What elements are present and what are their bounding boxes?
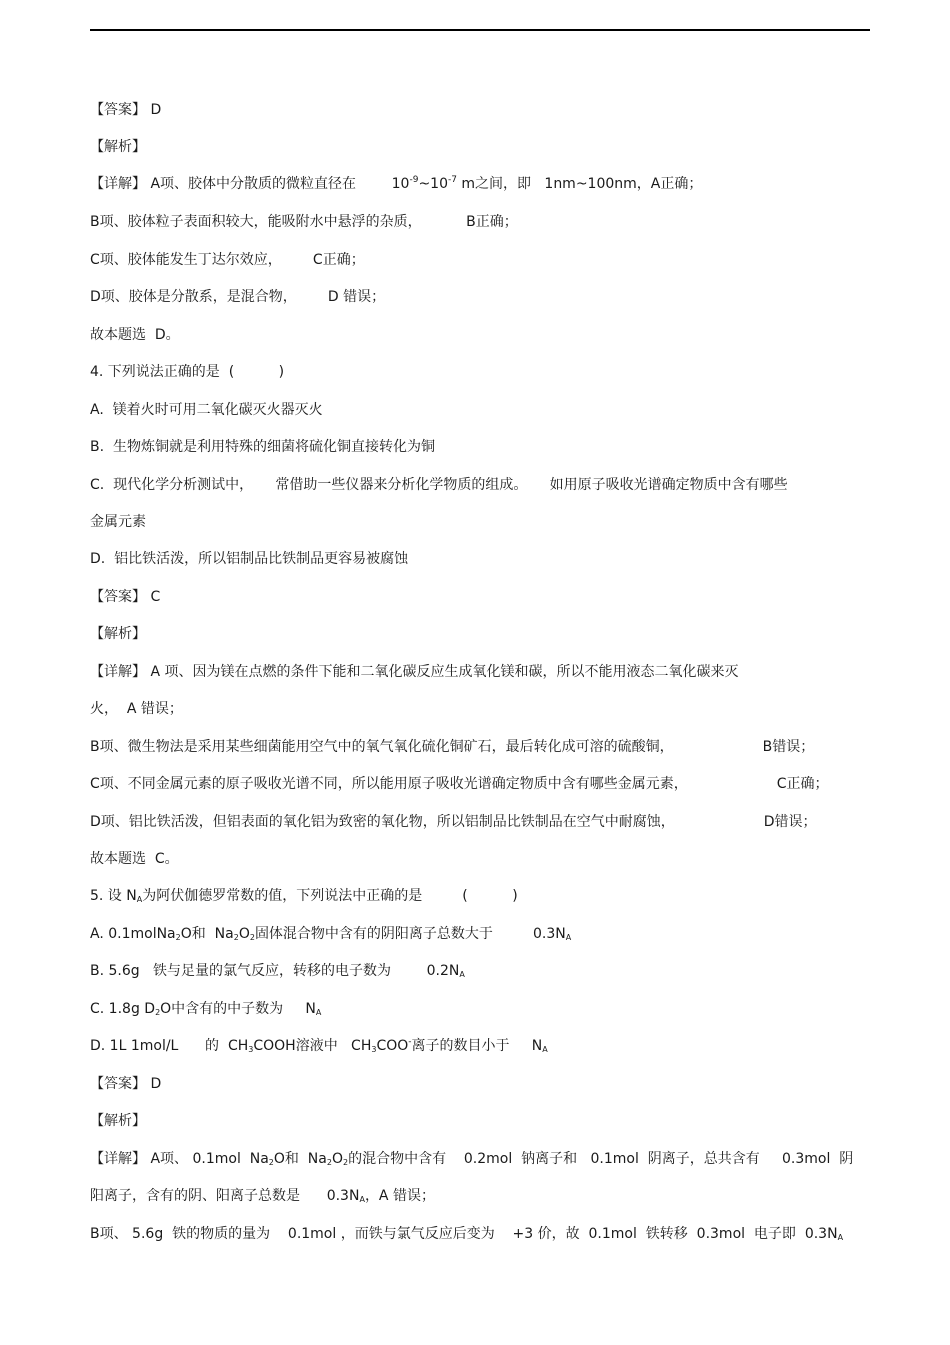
detail-5-a: 【详解】 A项、 0.1mol $Na_2O$和 $Na_2O_2$的混合物中含有 0.2mol 钠离子和 0.1mol 阴离子，总共含有 0.3mol 阴 — [90, 1151, 854, 1167]
conclusion-3: 故本题选 D。 — [90, 327, 180, 343]
analysis-5: 【解析】 — [90, 1113, 146, 1129]
answer-3: 【答案】 D — [90, 102, 162, 118]
detail-3-d: D项、胶体是分散系，是混合物， D 错误； — [90, 289, 386, 305]
detail-4-d: D项、铝比铁活泼，但铝表面的氧化铝为致密的氧化物，所以铝制品比铁制品在空气中耐腐蚀， D错误； — [90, 814, 817, 830]
option-5a: A. 0.1molNa$_2$O和 $Na_2O_2$固体混合物中含有的阴阳离子总数大于 $0.3N_A$ — [90, 926, 572, 942]
detail-4-a-cont: 火， A 错误； — [90, 701, 183, 717]
option-5c: C. 1.8g $D_2O$中含有的中子数为 $N_A$ — [90, 1001, 322, 1017]
question-5: 5. 设 $N_A$为阿伏伽德罗常数的值，下列说法中正确的是 ( ) — [90, 888, 518, 904]
detail-4-c: C项、不同金属元素的原子吸收光谱不同，所以能用原子吸收光谱确定物质中含有哪些金属元素， C正确； — [90, 776, 829, 792]
header-rule — [90, 29, 870, 31]
detail-5-b: B项、 5.6g 铁的物质的量为 0.1mol ，而铁与氯气反应后变为 +3 价，故 0.1mol 铁转移 0.3mol 电子即 $0.3N_A$ — [90, 1226, 844, 1242]
detail-4-b: B项、微生物法是采用某些细菌能用空气中的氧气氧化硫化铜矿石，最后转化成可溶的硫酸铜， B错误； — [90, 739, 815, 755]
option-5d: D. 1L 1mol/L 的 $CH_3COOH$溶液中 $CH_3COO^-$离子的数目小于 $N_A$ — [90, 1037, 548, 1054]
option-5b: B. 5.6g 铁与足量的氯气反应，转移的电子数为 $0.2N_A$ — [90, 963, 465, 979]
conclusion-4: 故本题选 C。 — [90, 851, 179, 867]
detail-3-a: 【详解】 A项、胶体中分散质的微粒直径在 $10^{-9}\sim 10^{-7}$ m之间，即 1nm~100nm，A正确； — [90, 175, 703, 192]
detail-3-c: C项、胶体能发生丁达尔效应， C正确； — [90, 252, 365, 268]
option-4b: B. 生物炼铜就是利用特殊的细菌将硫化铜直接转化为铜 — [90, 439, 435, 455]
analysis-3: 【解析】 — [90, 139, 146, 155]
question-4: 4. 下列说法正确的是 ( ) — [90, 364, 285, 380]
detail-5-a-cont: 阳离子，含有的阴、阳离子总数是 $0.3N_A$，A 错误； — [90, 1188, 435, 1204]
option-4c-cont: 金属元素 — [90, 514, 146, 530]
answer-5: 【答案】 D — [90, 1076, 162, 1092]
option-4c: C. 现代化学分析测试中， 常借助一些仪器来分析化学物质的组成。 如用原子吸收光谱确定物质中含有哪些 — [90, 477, 788, 493]
option-4d: D. 铝比铁活泼，所以铝制品比铁制品更容易被腐蚀 — [90, 551, 409, 567]
detail-3-b: B项、胶体粒子表面积较大，能吸附水中悬浮的杂质， B正确； — [90, 214, 518, 230]
answer-4: 【答案】 C — [90, 589, 161, 605]
option-4a: A. 镁着火时可用二氧化碳灭火器灭火 — [90, 402, 323, 418]
analysis-4: 【解析】 — [90, 626, 146, 642]
detail-4-a: 【详解】 A 项、因为镁在点燃的条件下能和二氧化碳反应生成氧化镁和碳，所以不能用液态二氧化碳来灭 — [90, 664, 739, 680]
